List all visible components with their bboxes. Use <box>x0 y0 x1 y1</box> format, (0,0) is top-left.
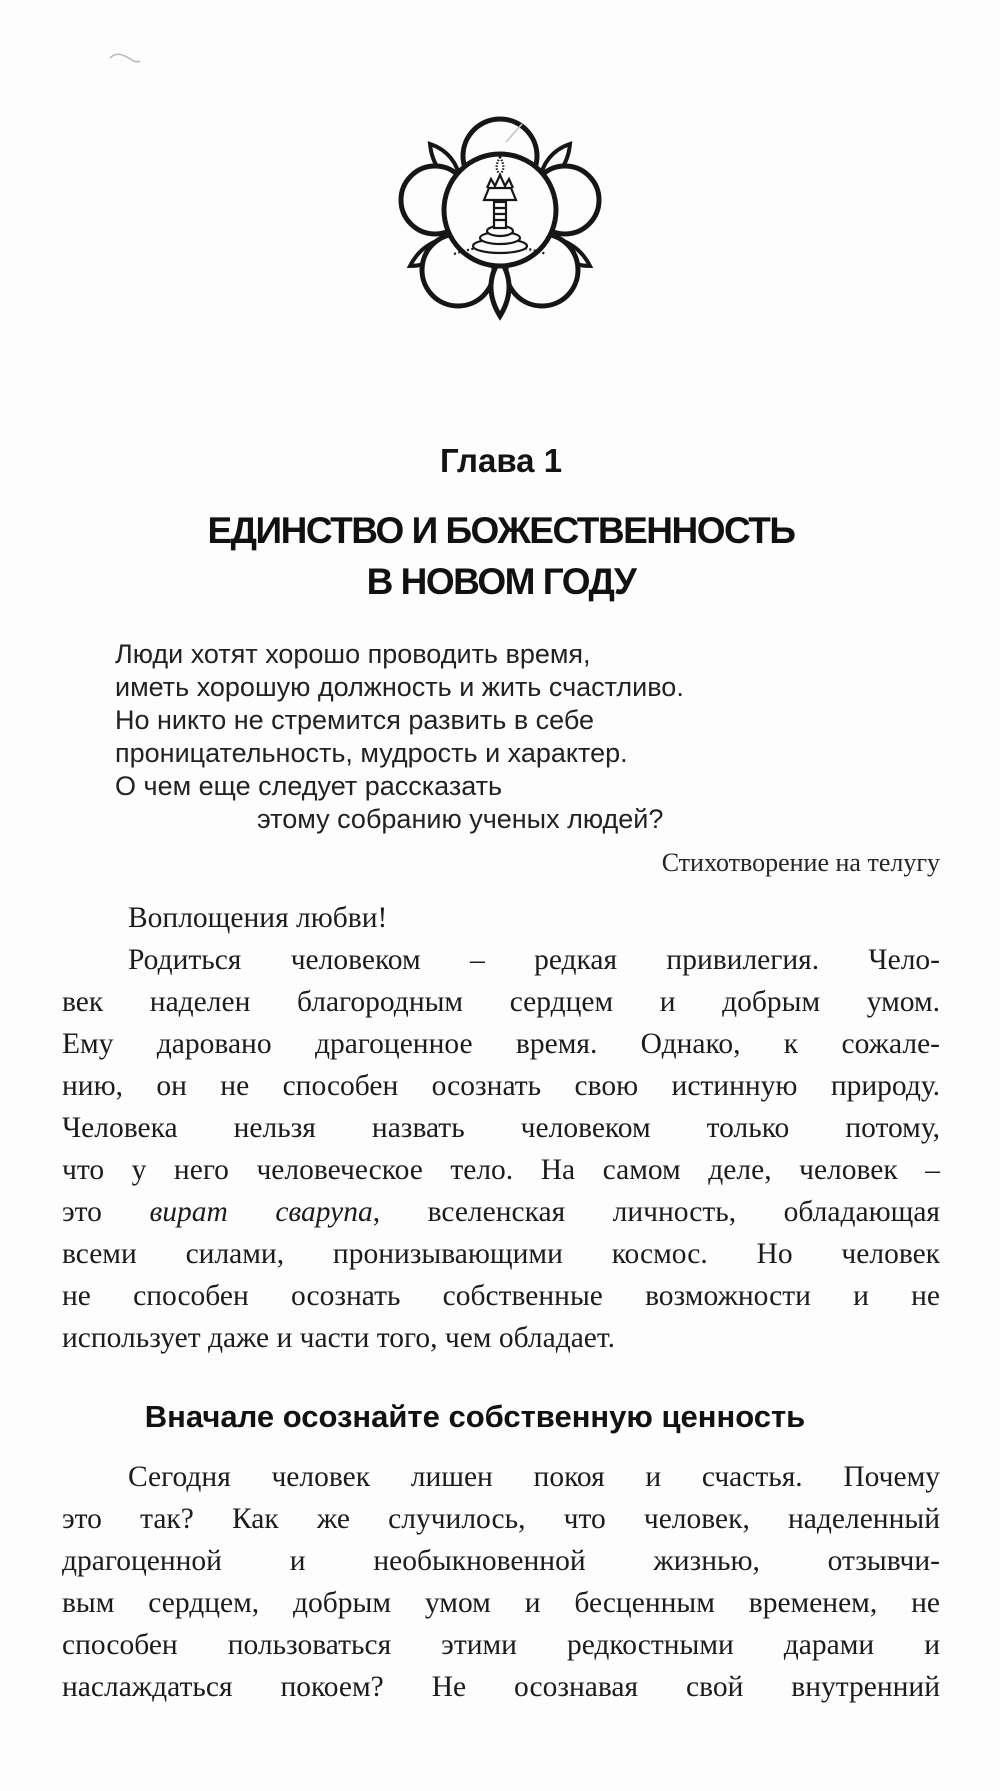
chapter-title-line: ЕДИНСТВО И БОЖЕСТВЕННОСТЬ <box>207 510 795 551</box>
body-line: не способен осознать собственные возможности и не <box>62 1280 940 1312</box>
paragraph <box>62 939 940 1359</box>
poem-line: Но никто не стремится развить в себе <box>115 705 595 735</box>
paragraph <box>62 1456 940 1708</box>
body-line: нию, он не способен осознать свою истинную природу. <box>62 1070 940 1102</box>
body-line: век наделен благородным сердцем и добрым умом. <box>62 986 940 1018</box>
scan-artifact <box>500 120 526 146</box>
epigraph-poem <box>115 638 940 836</box>
body-line: использует даже и части того, чем обладает. <box>62 1322 615 1354</box>
poem-attribution: Стихотворение на телугу <box>661 848 940 877</box>
chapter-title-line: В НОВОМ ГОДУ <box>366 561 636 602</box>
paragraph <box>62 897 940 939</box>
body-line: это так? Как же случилось, что человек, наделенный <box>62 1503 940 1535</box>
page-content <box>0 443 1000 1708</box>
body-line: Ему даровано драгоценное время. Однако, к сожале- <box>62 1028 940 1060</box>
body-content <box>62 897 940 1708</box>
body-line: драгоценной и необыкновенной жизнью, отзывчи- <box>62 1545 940 1577</box>
chapter-number: Глава 1 <box>439 442 563 479</box>
body-line: способен пользоваться этими редкостными дарами и <box>62 1629 940 1661</box>
section-heading: Вначале осознайте собственную ценность <box>144 1399 806 1434</box>
body-line: вым сердцем, добрым умом и бесценным временем, не <box>62 1587 940 1619</box>
body-line: Воплощения любви! <box>128 902 388 934</box>
poem-line: Люди хотят хорошо проводить время, <box>115 639 591 669</box>
scan-artifact <box>108 48 142 66</box>
body-line: это вират сварупа, вселенская личность, обладающая <box>62 1196 940 1228</box>
body-line: Сегодня человек лишен покоя и счастья. Почему <box>128 1461 940 1493</box>
body-line: Родиться человеком – редкая привилегия. Чело- <box>128 944 940 976</box>
chapter-title <box>62 505 940 607</box>
poem-line: проницательность, мудрость и характер. <box>115 738 628 768</box>
body-line: наслаждаться покоем? Не осознавая свой внутренний <box>62 1671 940 1703</box>
body-line: всеми силами, пронизывающими космос. Но человек <box>62 1238 940 1270</box>
body-line: Человека нельзя назвать человеком только потому, <box>62 1112 940 1144</box>
poem-line: иметь хорошую должность и жить счастливо. <box>115 672 684 702</box>
poem-line: этому собранию ученых людей? <box>257 804 664 834</box>
poem-line: О чем еще следует рассказать <box>115 771 503 801</box>
body-line: что у него человеческое тело. На самом деле, человек – <box>62 1154 940 1186</box>
